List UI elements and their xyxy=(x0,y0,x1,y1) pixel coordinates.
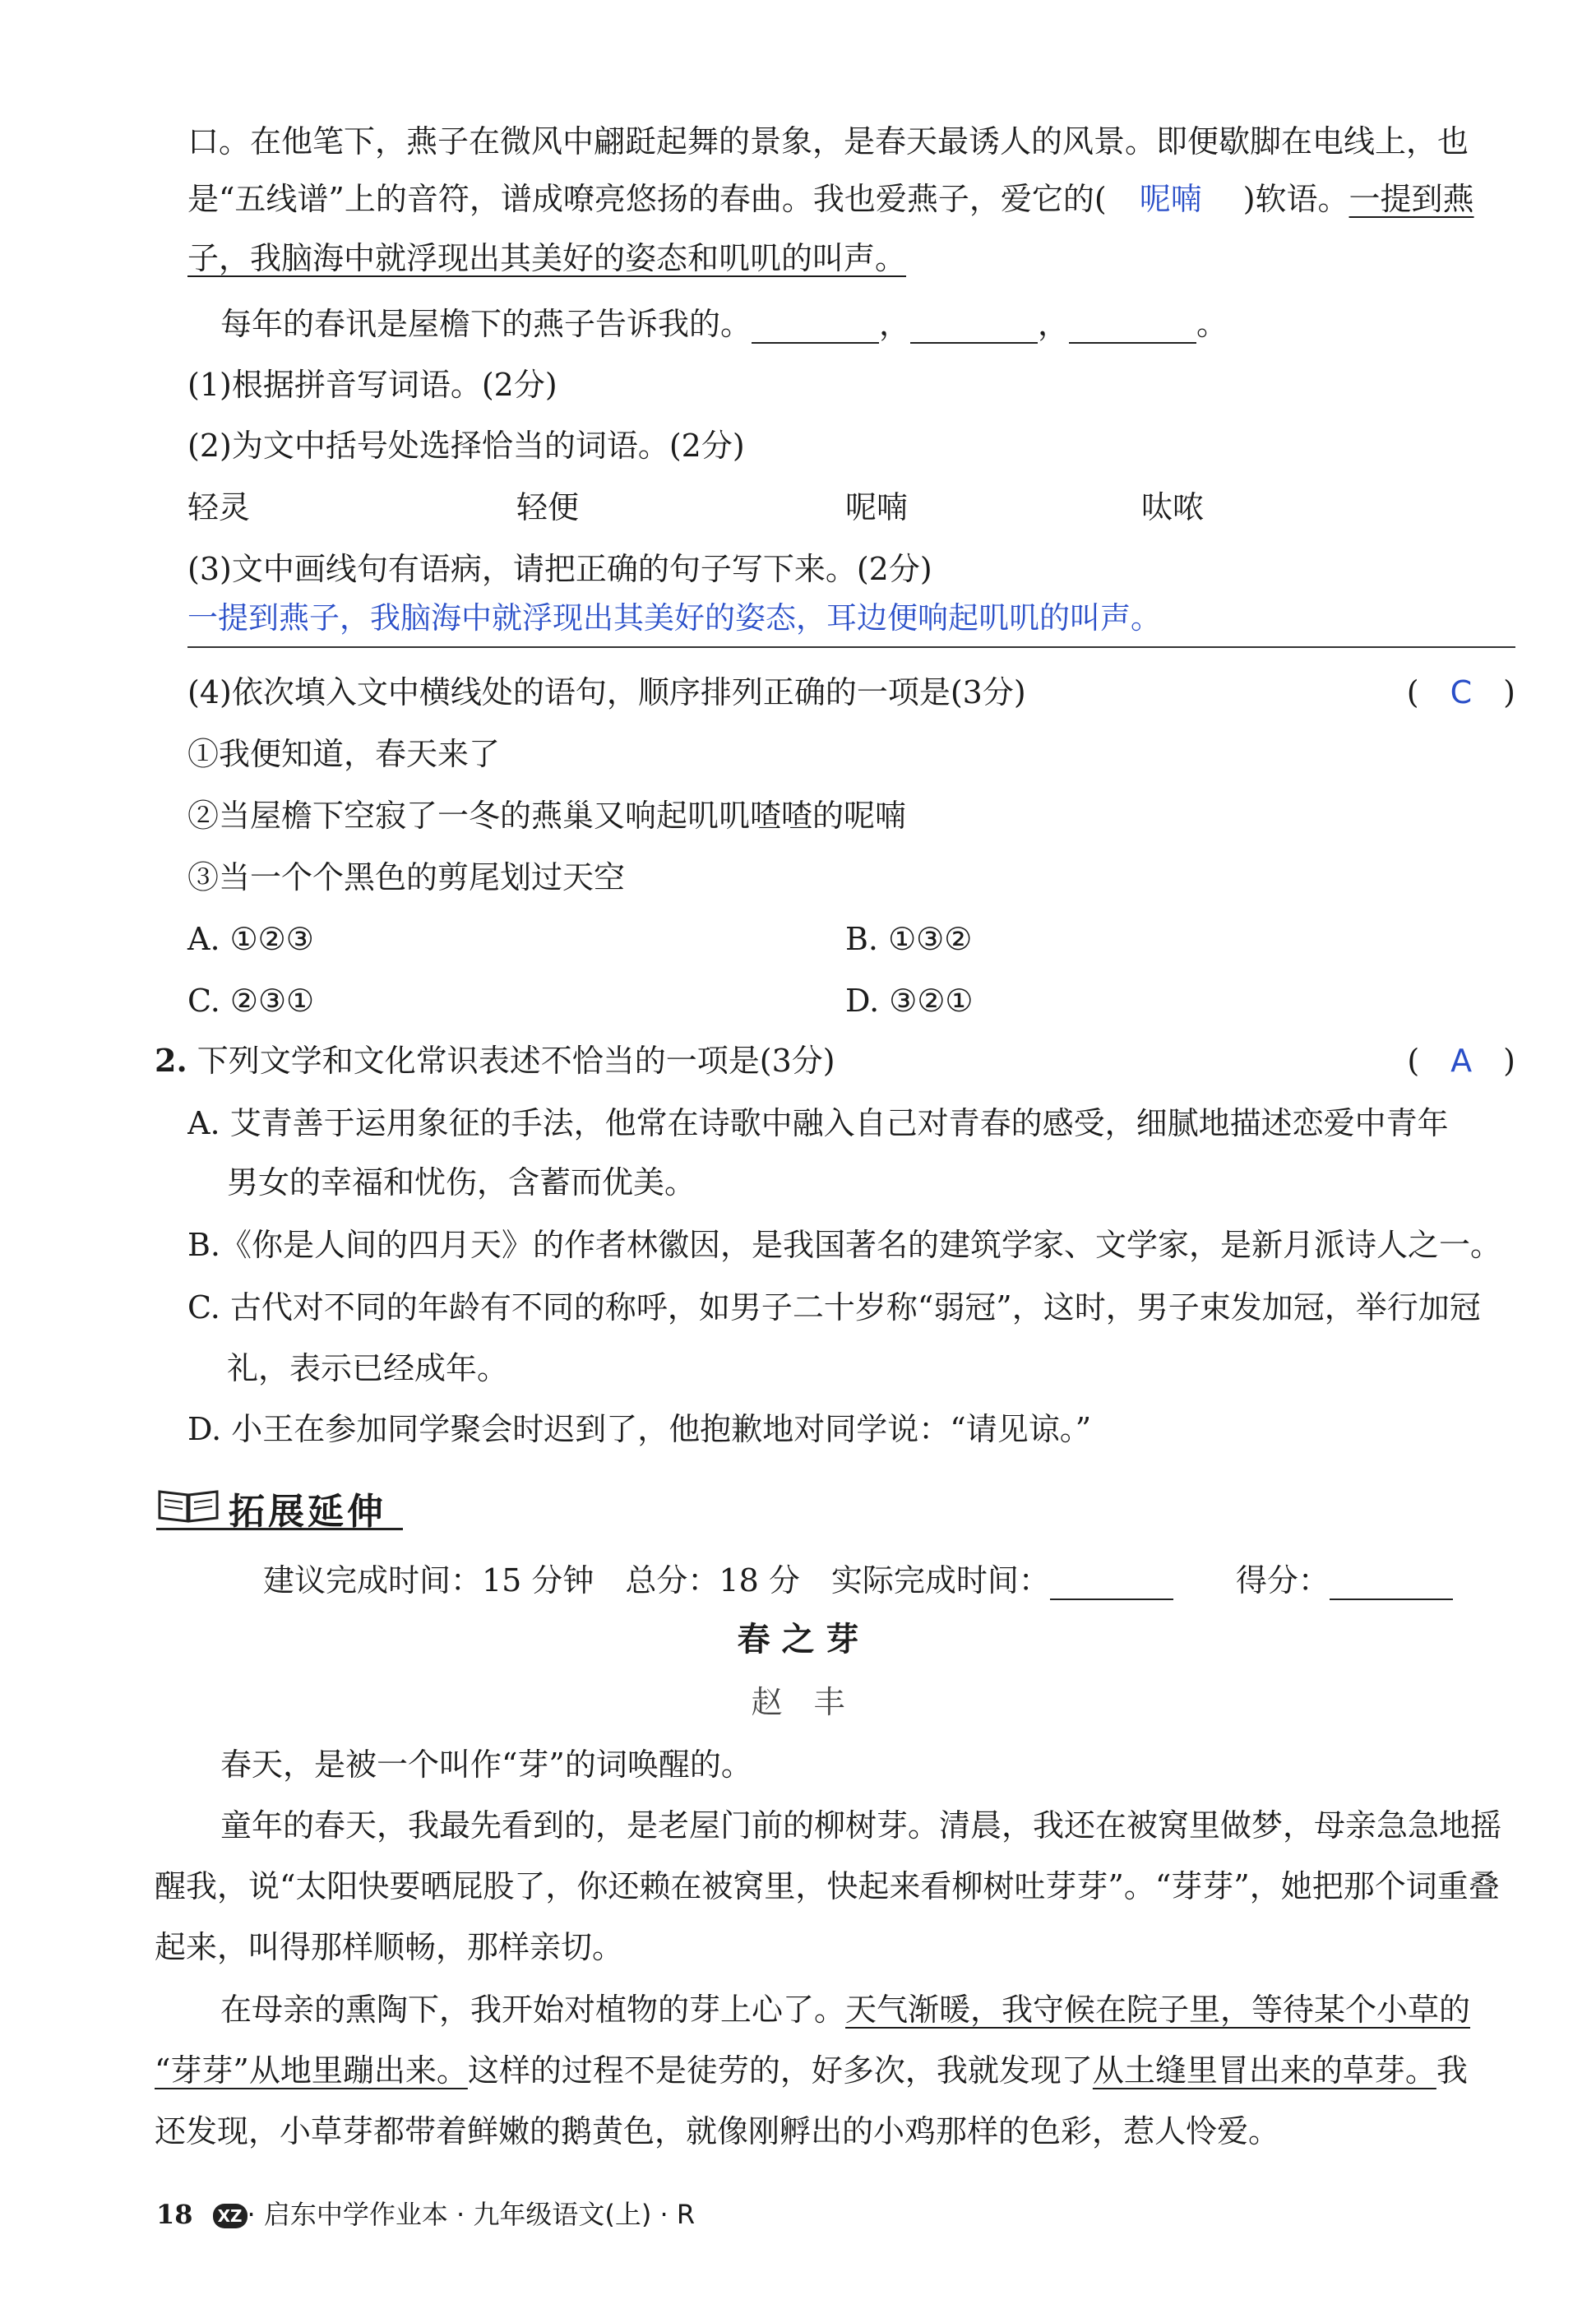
sequence-item: ③当一个个黑色的剪尾划过天空 xyxy=(187,859,626,895)
article-text: 我 xyxy=(1436,2052,1468,2089)
fill-blank xyxy=(1069,314,1196,344)
article-paragraph xyxy=(155,2051,1515,2090)
handwritten-answer: 呢喃 xyxy=(1139,181,1202,217)
section-title: 拓展延伸 xyxy=(229,1491,386,1533)
fill-blank xyxy=(1330,1571,1453,1600)
option-c: C. ②③① xyxy=(187,983,315,1019)
underlined-sentence: 子，我脑海中就浮现出其美好的姿态和叽叽的叫声。 xyxy=(187,240,907,276)
page-number: 18 xyxy=(156,2199,193,2230)
option-b: B. ①③② xyxy=(845,921,973,957)
article-paragraph xyxy=(220,1990,1515,2029)
word-choice: 呢喃 xyxy=(845,489,909,525)
underlined-sentence: 一提到燕 xyxy=(1349,181,1474,217)
word-choice: 轻便 xyxy=(516,489,580,525)
section-rule xyxy=(156,1528,403,1530)
passage-text: 是“五线谱”上的音符，谱成嘹亮悠扬的春曲。我也爱燕子，爱它的( xyxy=(187,181,1107,217)
q1-sub2: (2)为文中括号处选择恰当的词语。(2分) xyxy=(187,428,745,464)
word-choice: 呔哝 xyxy=(1141,489,1205,525)
separator: ， xyxy=(1038,306,1070,342)
answer-paren: ( C ) xyxy=(1406,674,1515,710)
passage-text: 每年的春讯是屋檐下的燕子告诉我的。 xyxy=(220,306,752,342)
q1-sub1: (1)根据拼音写词语。(2分) xyxy=(187,367,557,403)
passage-line-2 xyxy=(187,179,1515,219)
fill-blank xyxy=(1050,1571,1173,1600)
question-number: 2. xyxy=(155,1042,187,1079)
book-icon xyxy=(156,1487,220,1523)
q2-option-b: B.《你是人间的四月天》的作者林徽因，是我国著名的建筑学家、文学家，是新月派诗人之一。 xyxy=(187,1227,1502,1263)
article-paragraph: 醒我，说“太阳快要晒屁股了，你还赖在被窝里，快起来看柳树吐芽芽”。“芽芽”，她把那个词重叠 xyxy=(155,1868,1500,1904)
article-text: 这样的过程不是徒劳的，好多次，我就发现了 xyxy=(467,2052,1093,2089)
footer-text: · 启东中学作业本 · 九年级语文(上) · R xyxy=(247,2199,696,2230)
article-paragraph: 还发现，小草芽都带着鲜嫩的鹅黄色，就像刚孵出的小鸡那样的色彩，惹人怜爱。 xyxy=(155,2113,1280,2149)
score-label: 得分： xyxy=(1235,1562,1330,1599)
article-title: 春 之 芽 xyxy=(737,1620,859,1659)
article-paragraph: 起来，叫得那样顺畅，那样亲切。 xyxy=(155,1929,624,1965)
answer-paren: ( A ) xyxy=(1407,1043,1515,1079)
q1-sub4: (4)依次填入文中横线处的语句，顺序排列正确的一项是(3分) xyxy=(187,674,1026,710)
handwritten-answer: C xyxy=(1450,674,1473,710)
sequence-item: ①我便知道，春天来了 xyxy=(187,736,501,772)
passage-line-1: 口。在他笔下，燕子在微风中翩跹起舞的景象，是春天最诱人的风景。即便歇脚在电线上，也 xyxy=(187,123,1469,160)
option-d: D. ③②① xyxy=(845,983,974,1019)
fill-blank xyxy=(910,314,1038,344)
separator: 。 xyxy=(1196,306,1228,342)
page-footer xyxy=(156,2194,695,2232)
publisher-badge: XZ xyxy=(213,2204,247,2228)
word-choice: 轻灵 xyxy=(187,489,251,525)
time-info xyxy=(263,1561,1515,1600)
sequence-item: ②当屋檐下空寂了一冬的燕巢又响起叽叽喳喳的呢喃 xyxy=(187,798,907,834)
q2-stem xyxy=(155,1041,1349,1080)
option-a: A. ①②③ xyxy=(187,921,314,957)
article-text: 在母亲的熏陶下，我开始对植物的芽上心了。 xyxy=(220,1992,846,2028)
underlined-sentence: “芽芽”从地里蹦出来。 xyxy=(155,2052,468,2089)
article-paragraph: 春天，是被一个叫作“芽”的词唤醒的。 xyxy=(220,1747,752,1783)
fill-blank xyxy=(752,314,879,344)
q2-option-d: D. 小王在参加同学聚会时迟到了，他抱歉地对同学说：“请见谅。” xyxy=(187,1411,1092,1447)
separator: ， xyxy=(879,306,911,342)
article-author: 赵 丰 xyxy=(751,1684,845,1720)
handwritten-answer: A xyxy=(1450,1043,1473,1079)
passage-line-4 xyxy=(220,304,1515,344)
q2-option-a-cont: 男女的幸福和忧伤，含蓄而优美。 xyxy=(227,1164,696,1201)
section-header xyxy=(156,1482,403,1533)
underlined-sentence: 天气渐暖，我守候在院子里，等待某个小草的 xyxy=(845,1992,1471,2028)
passage-text: )软语。 xyxy=(1242,181,1349,217)
passage-line-3 xyxy=(187,238,1515,278)
q1-sub3: (3)文中画线句有语病，请把正确的句子写下来。(2分) xyxy=(187,551,932,587)
question-text: 下列文学和文化常识表述不恰当的一项是(3分) xyxy=(197,1043,835,1079)
q2-option-a: A. 艾青善于运用象征的手法，他常在诗歌中融入自己对青春的感受，细腻地描述恋爱中青年 xyxy=(187,1105,1449,1141)
underlined-sentence: 从土缝里冒出来的草芽。 xyxy=(1092,2052,1436,2089)
article-paragraph: 童年的春天，我最先看到的，是老屋门前的柳树芽。清晨，我还在被窝里做梦，母亲急急地摇 xyxy=(220,1807,1502,1844)
handwritten-answer-line: 一提到燕子，我脑海中就浮现出其美好的姿态，耳边便响起叽叽的叫声。 xyxy=(187,599,1515,648)
time-info-text: 建议完成时间：15 分钟 总分：18 分 实际完成时间： xyxy=(263,1562,1050,1599)
q2-option-c-cont: 礼，表示已经成年。 xyxy=(227,1350,509,1386)
q2-option-c: C. 古代对不同的年龄有不同的称呼，如男子二十岁称“弱冠”，这时，男子束发加冠，举行加冠 xyxy=(187,1289,1481,1326)
